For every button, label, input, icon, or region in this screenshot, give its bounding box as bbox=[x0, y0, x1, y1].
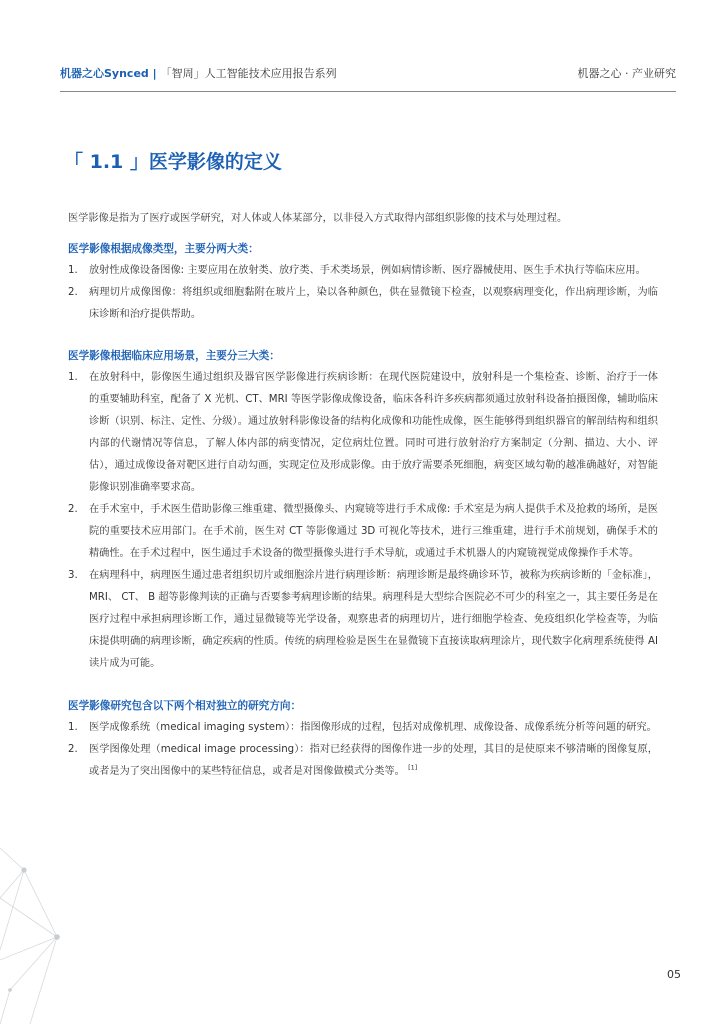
list-item bbox=[68, 739, 658, 783]
body-content bbox=[68, 208, 658, 783]
list-item bbox=[68, 499, 658, 565]
list-item-text: 放射性成像设备图像: 主要应用在放射类、放疗类、手术类场景，例如病情诊断、医疗器械使用、医生手术执行等临床应用。 bbox=[89, 265, 646, 276]
list-item-text: 医学成像系统（medical imaging system）：指图像形成的过程，包括对成像机理、成像设备、成像系统分析等问题的研究。 bbox=[89, 722, 657, 733]
list-number: 2. bbox=[68, 287, 78, 298]
list-item-text: 病理切片成像图像：将组织或细胞黏附在玻片上，染以各种颜色，供在显微镜下检查，以观察病理变化，作出病理诊断，为临床诊断和治疗提供帮助。 bbox=[89, 287, 658, 320]
page-header bbox=[60, 64, 676, 84]
header-right-label: 机器之心 · 产业研究 bbox=[577, 67, 676, 80]
section-title: 「 1.1 」医学影像的定义 bbox=[64, 151, 282, 173]
list-item bbox=[68, 367, 658, 499]
citation-reference: [1] bbox=[408, 763, 418, 772]
list-number: 1. bbox=[68, 372, 78, 383]
research-direction-list bbox=[68, 717, 658, 783]
list-item bbox=[68, 282, 658, 326]
brand-name: 机器之心Synced | bbox=[60, 67, 157, 80]
list-number: 1. bbox=[68, 722, 78, 733]
report-series-title: 「智周」人工智能技术应用报告系列 bbox=[160, 67, 337, 80]
decorative-network-graphic bbox=[0, 840, 90, 1024]
list-item-text: 在手术室中，手术医生借助影像三维重建、微型摄像头、内窥镜等进行手术成像: 手术室是为病人提供手术及抢救的场所，是医院的重要技术应用部门。在手术前，医生对 CT 等影像通过 3D 可视化等技术，进行三维重建，进行手术前规划，确保手术的精确性。在手术过程中，医生通过手术设备的微型摄像头进行手术导航，或通过手术机器人的内窥镜视觉成像操作手术等。 bbox=[89, 504, 658, 559]
page-number: 05 bbox=[667, 968, 681, 981]
list-number: 3. bbox=[68, 570, 78, 581]
list-item bbox=[68, 260, 658, 282]
list-item-text: 在病理科中，病理医生通过患者组织切片或细胞涂片进行病理诊断：病理诊断是最终确诊环节，被称为疾病诊断的「金标准」，MRI、 CT、 B 超等影像判读的正确与否要参考病理诊断的结果。病理科是大型综合医院必不可少的科室之一，其主要任务是在医疗过程中承担病理诊断工作，通过显微镜等光学设备，观察患者的病理切片，进行细胞学检查、免疫组织化学检查等，为临床提供明确的病理诊断，确定疾病的性质。传统的病理检验是医生在显微镜下直接读取病理涂片，现代数字化病理系统使得 AI 读片成为可能。 bbox=[89, 570, 658, 669]
group-heading-imaging-type: 医学影像根据成像类型，主要分两大类： bbox=[68, 243, 259, 255]
list-item-text: 在放射科中，影像医生通过组织及器官医学影像进行疾病诊断：在现代医院建设中，放射科是一个集检查、诊断、治疗于一体的重要辅助科室，配备了 X 光机、CT、MRI 等医学影像成像设备，临床各科许多疾病都须通过放射科设备拍摄图像，辅助临床诊断（识别、标注、定性、分级）。通过放射科影像设备的结构化成像和功能性成像，医生能够得到组织器官的解剖结构和组织内部的代谢情况等信息，了解人体内部的病变情况，定位病灶位置。同时可进行放射治疗方案制定（分割、描边、大小、评估），通过成像设备对靶区进行自动勾画，实现定位及形成影像。由于放疗需要杀死细胞，病变区域勾勒的越准确越好，对智能影像识别准确率要求高。 bbox=[89, 372, 658, 493]
list-number: 1. bbox=[68, 265, 78, 276]
group-heading-research-direction: 医学影像研究包含以下两个相对独立的研究方向： bbox=[68, 700, 302, 712]
list-number: 2. bbox=[68, 504, 78, 515]
group-heading-clinical-scenario: 医学影像根据临床应用场景，主要分三大类： bbox=[68, 350, 280, 362]
list-item bbox=[68, 565, 658, 675]
list-item bbox=[68, 717, 658, 739]
intro-paragraph: 医学影像是指为了医疗或医学研究，对人体或人体某部分，以非侵入方式取得内部组织影像的技术与处理过程。 bbox=[68, 213, 568, 224]
imaging-type-list bbox=[68, 260, 658, 326]
list-item-text: 医学图像处理（medical image processing）：指对已经获得的图像作进一步的处理，其目的是使原来不够清晰的图像复原，或者是为了突出图像中的某些特征信息，或者是对图像做模式分类等。 bbox=[89, 744, 658, 777]
list-number: 2. bbox=[68, 744, 78, 755]
header-divider bbox=[60, 91, 676, 92]
clinical-scenario-list bbox=[68, 367, 658, 675]
